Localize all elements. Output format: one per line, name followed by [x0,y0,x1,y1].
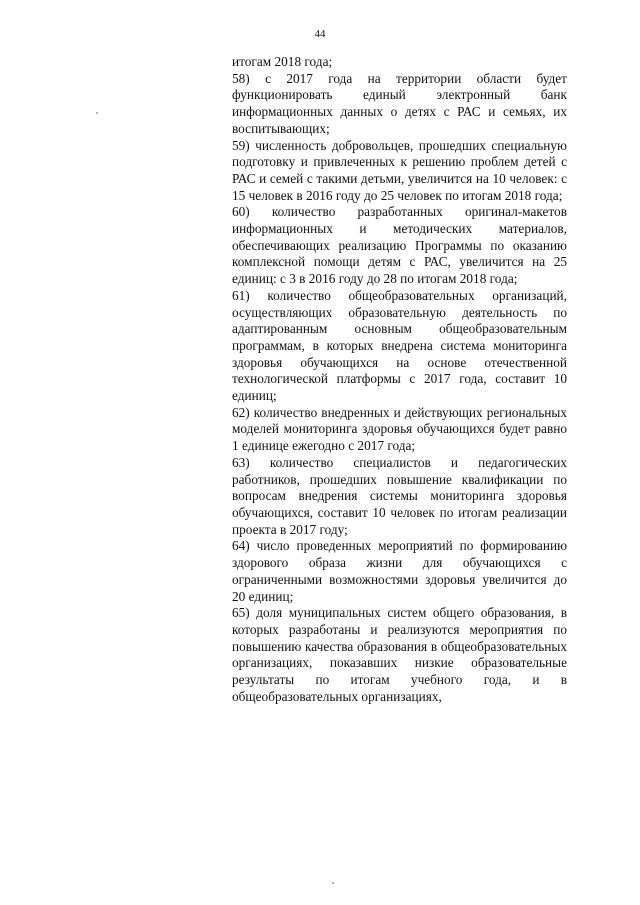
paragraph-item-61: 61) количество общеобразовательных организаций, осуществляющих образовательную деятельность по адаптированным основным общеобразовательным программам, в которых внедрена система мониторинга здоровья обучающихся на основе отечественной технологической платформы с 2017 года, составит 10 единиц; [232,287,567,404]
scan-artifact-dot [96,112,98,114]
paragraph-item-59: 59) численность добровольцев, прошедших специальную подготовку и привлеченных к решению проблем детей с РАС и семей с такими детьми, увеличится на 10 человек: с 15 человек в 2016 году до 25 человек по итогам 2018 года; [232,137,567,203]
page-number: 44 [314,28,326,40]
paragraph-item-65: 65) доля муниципальных систем общего образования, в которых разработаны и реализуются мероприятия по повышению качества образования в общеобразовательных организациях, показавших низкие образовательные результаты по итогам учебного года, и в общеобразовательных организациях, [232,605,567,704]
scan-artifact-dot [332,882,334,884]
paragraph-continuation: итогам 2018 года; [232,54,333,69]
text-column [232,54,567,705]
paragraph-item-62: 62) количество внедренных и действующих региональных моделей мониторинга здоровья обучающихся будет равно 1 единице ежегодно с 2017 года; [232,404,567,454]
paragraph-item-60: 60) количество разработанных оригинал-макетов информационных и методических материалов, обеспечивающих реализацию Программы по оказанию комплексной помощи детям с РАС, увеличится на 25 единиц: с 3 в 2016 году до 28 по итогам 2018 года; [232,204,567,287]
paragraph-item-64: 64) число проведенных мероприятий по формированию здорового образа жизни для обучающихся с ограниченными возможностями здоровья увеличится до 20 единиц; [232,538,567,604]
paragraph-item-58: 58) с 2017 года на территории области будет функционировать единый электронный банк информационных данных о детях с РАС и семьях, их воспитывающих; [232,70,567,136]
paragraph-item-63: 63) количество специалистов и педагогических работников, прошедших повышение квалификации по вопросам внедрения системы мониторинга здоровья обучающихся, составит 10 человек по итогам реализации проекта в 2017 году; [232,454,567,537]
